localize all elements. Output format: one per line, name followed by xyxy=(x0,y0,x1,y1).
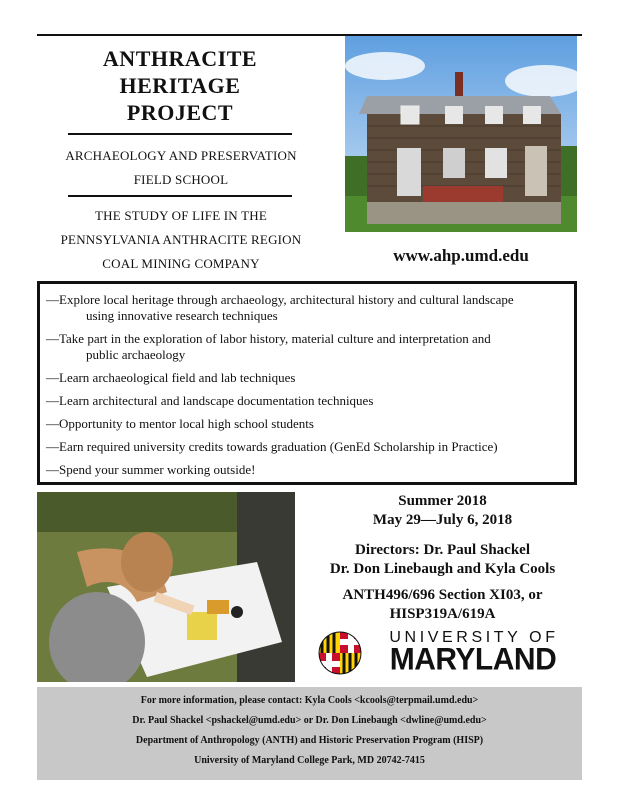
bullet-list xyxy=(37,281,577,485)
page-title xyxy=(60,45,300,126)
title-rule xyxy=(68,133,292,135)
directors-line-2: Dr. Don Linebaugh and Kyla Cools xyxy=(329,561,556,577)
study-line-2: PENNSYLVANIA ANTHRACITE REGION xyxy=(60,232,302,247)
list-item: —Opportunity to mentor local high school students xyxy=(46,416,314,431)
title-line-2: HERITAGE xyxy=(119,73,241,98)
study-line-1: THE STUDY OF LIFE IN THE xyxy=(95,208,267,223)
subtitle-line-1: ARCHAEOLOGY AND PRESERVATION xyxy=(65,148,297,163)
title-line-1: ANTHRACITE xyxy=(102,46,258,71)
directors-line-1: Directors: Dr. Paul Shackel xyxy=(355,542,530,558)
contact-line-3: Department of Anthropology (ANTH) and Historic Preservation Program (HISP) xyxy=(135,735,484,746)
season: Summer 2018 xyxy=(398,493,487,509)
list-item: —Spend your summer working outside! xyxy=(46,462,256,477)
contact-line-1: For more information, please contact: Kyla Cools <kcools@terpmail.umd.edu> xyxy=(140,695,479,706)
course-line-2: HISP319A/619A xyxy=(389,606,496,622)
title-line-3: PROJECT xyxy=(126,100,234,125)
contact-box xyxy=(37,687,582,780)
subtitle-line-2: FIELD SCHOOL xyxy=(133,172,229,187)
program-info xyxy=(300,492,585,624)
field-work-illustration xyxy=(37,492,295,682)
logo-text-top: UNIVERSITY OF xyxy=(389,629,559,646)
umd-logo xyxy=(318,629,580,677)
course-line-1: ANTH496/696 Section XI03, or xyxy=(342,587,543,603)
contact-line-4: University of Maryland College Park, MD 20742-7415 xyxy=(194,755,425,766)
dates: May 29—July 6, 2018 xyxy=(372,512,513,528)
subtitle-rule xyxy=(68,195,292,197)
list-item: —Take part in the exploration of labor history, material culture and interpretation and public archaeology xyxy=(46,331,491,362)
website-link[interactable]: www.ahp.umd.edu xyxy=(393,246,529,265)
maryland-globe-icon xyxy=(318,631,362,675)
field-work-photo xyxy=(37,492,295,682)
house-photo xyxy=(345,36,577,232)
logo-text-bottom: MARYLAND xyxy=(389,642,557,677)
list-item: —Earn required university credits towards graduation (GenEd Scholarship in Practice) xyxy=(46,439,498,454)
list-item: —Explore local heritage through archaeology, architectural history and cultural landscape using innovative research techniques xyxy=(46,292,514,323)
house-illustration xyxy=(345,36,577,232)
list-item: —Learn architectural and landscape documentation techniques xyxy=(46,393,374,408)
list-item: —Learn archaeological field and lab techniques xyxy=(46,370,296,385)
study-line-3: COAL MINING COMPANY xyxy=(102,256,260,271)
contact-line-2: Dr. Paul Shackel <pshackel@umd.edu> or Dr. Don Linebaugh <dwline@umd.edu> xyxy=(132,715,487,726)
